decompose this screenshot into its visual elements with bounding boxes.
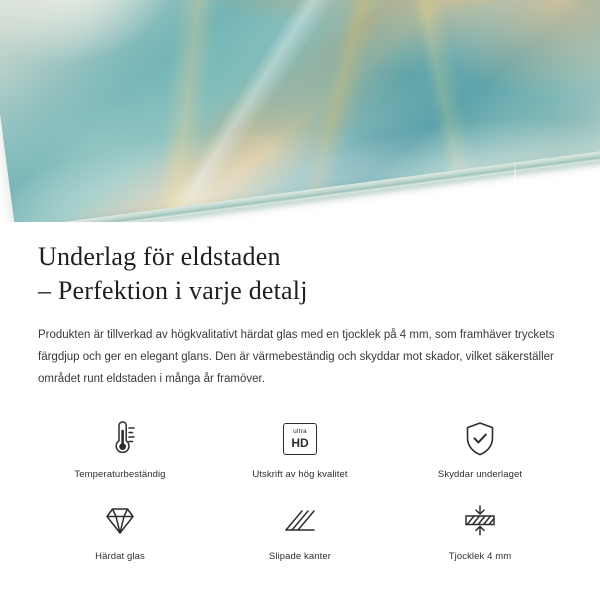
glass-panel-artwork [0, 0, 600, 222]
feature-grid [0, 390, 600, 570]
description-paragraph: Produkten är tillverkad av högkvalitativt härdat glas med en tjocklek på 4 mm, som framhäver tryckets färgdjup och ger en elegant glans. Den är värmebeständig och skyddar mot skador, vilket säkerställer området runt eldstaden i många år framöver. [38, 329, 555, 385]
description-text [0, 308, 600, 390]
feature-item-temperature [30, 412, 210, 488]
hero-image [0, 0, 600, 222]
ultra-hd-badge-top: ultra [293, 428, 307, 436]
content-section [0, 222, 600, 570]
artwork-highlight-veil [0, 0, 600, 222]
feature-label: Temperaturbeständig [74, 469, 166, 480]
feature-item-polished-edges [210, 494, 390, 570]
polished-edges-icon [280, 500, 320, 542]
feature-item-tempered-glass [30, 494, 210, 570]
feature-label: Slipade kanter [268, 551, 332, 562]
feature-item-protection [390, 412, 570, 488]
diamond-icon [100, 500, 140, 542]
hero-image-inner [0, 0, 600, 222]
page-title [0, 222, 600, 308]
headline-line-1: Underlag för eldstaden [38, 242, 281, 271]
feature-item-print-quality [210, 412, 390, 488]
feature-label: Härdat glas [95, 551, 145, 562]
feature-label: Tjocklek 4 mm [448, 551, 512, 562]
headline-line-2: – Perfektion i varje detalj [38, 276, 308, 305]
ultra-hd-badge-bottom: HD [291, 435, 309, 450]
ultra-hd-icon [283, 418, 317, 460]
feature-item-thickness [390, 494, 570, 570]
feature-label: Utskrift av hög kvalitet [252, 469, 348, 480]
thermometer-icon [101, 418, 139, 460]
feature-label: Skyddar underlaget [437, 469, 523, 480]
thickness-icon [460, 500, 500, 542]
shield-check-icon [463, 418, 497, 460]
